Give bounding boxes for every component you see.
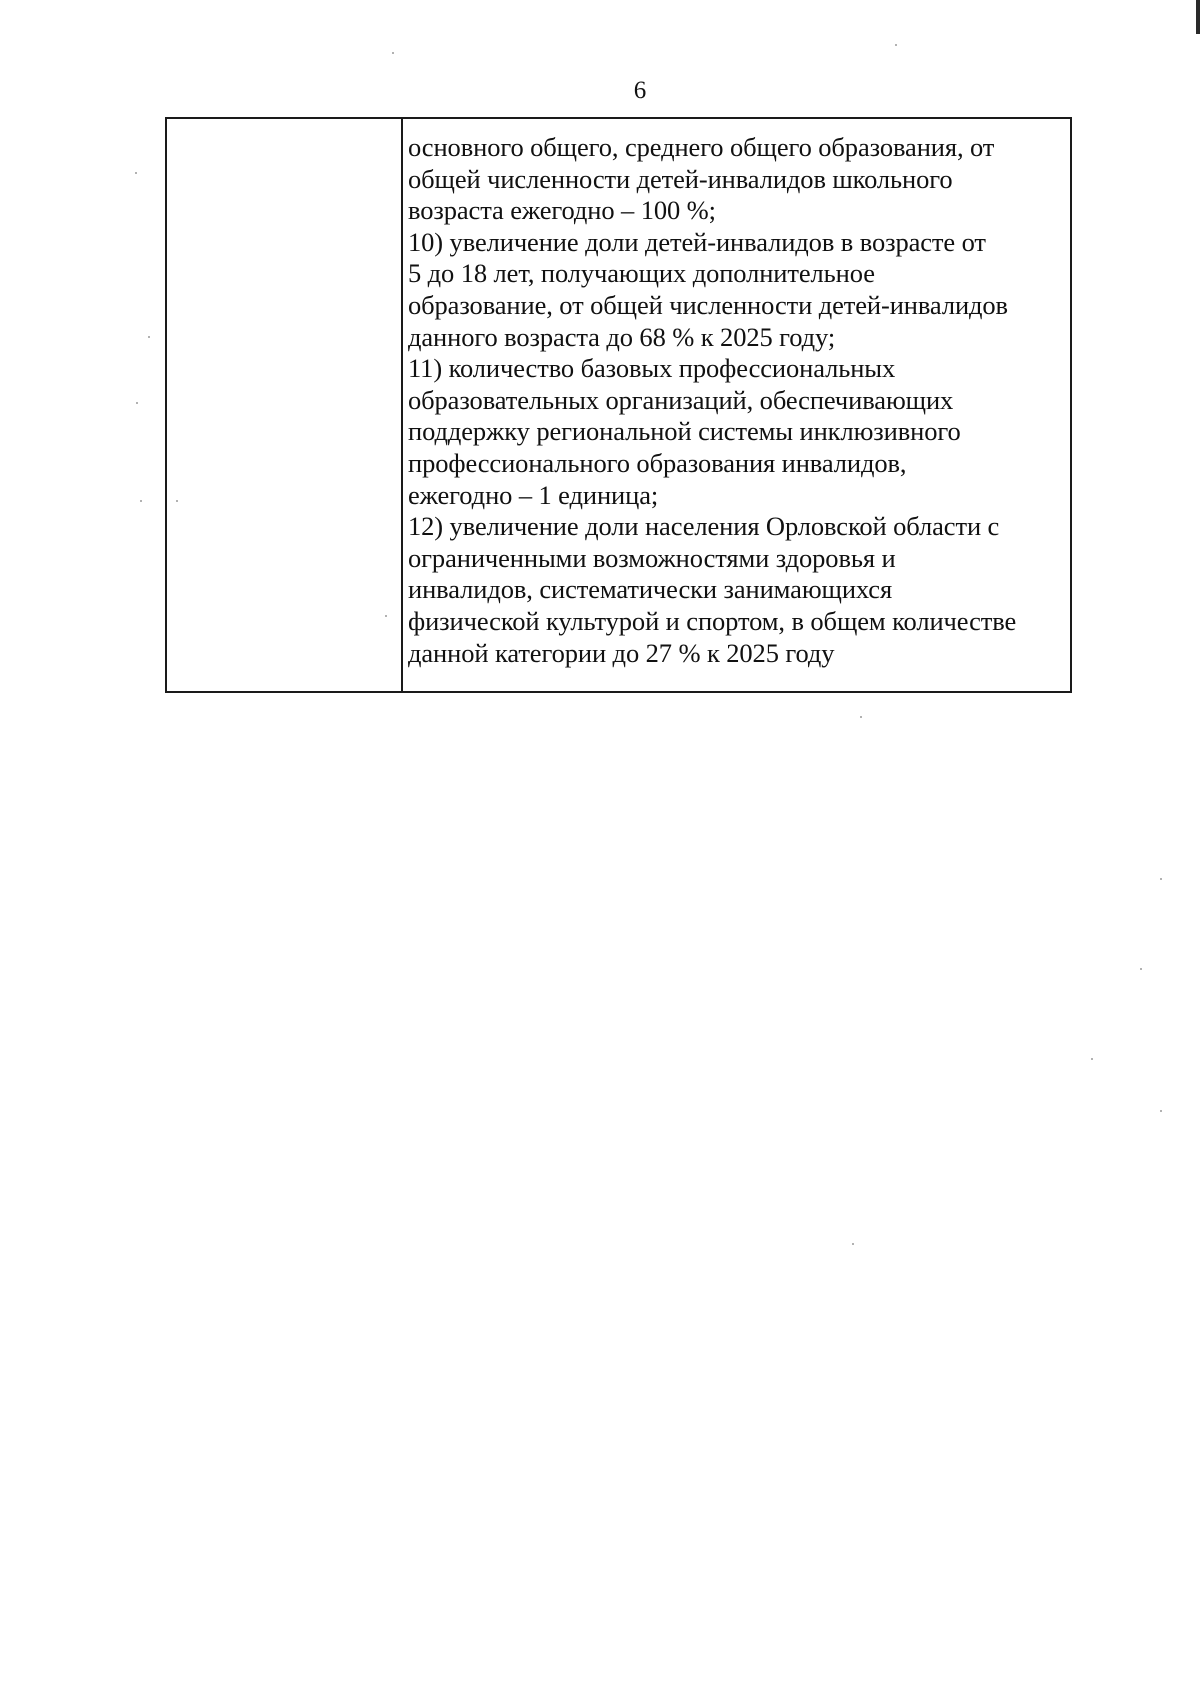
scan-speck xyxy=(148,336,150,338)
scan-speck xyxy=(392,52,394,54)
scan-speck xyxy=(1160,878,1162,880)
text-line: профессионального образования инвалидов, xyxy=(408,447,907,478)
scan-speck xyxy=(385,615,387,617)
text-line: 10) увеличение доли детей-инвалидов в возрасте от xyxy=(408,226,986,257)
text-line: возраста ежегодно – 100 %; xyxy=(408,195,716,226)
scan-speck xyxy=(860,716,862,718)
table-left-cell xyxy=(167,119,403,691)
document-table xyxy=(165,117,1072,693)
text-line: 11) количество базовых профессиональных xyxy=(408,353,896,384)
text-line: образование, от общей численности детей-инвалидов xyxy=(408,289,1008,320)
scan-edge-mark xyxy=(1196,0,1200,34)
scan-speck xyxy=(1140,968,1142,970)
text-line: основного общего, среднего общего образования, от xyxy=(408,132,995,162)
text-line: данной категории до 27 % к 2025 году xyxy=(408,637,835,668)
text-line: инвалидов, систематически занимающихся xyxy=(408,574,893,605)
text-line: поддержку региональной системы инклюзивного xyxy=(408,416,961,447)
table-right-cell xyxy=(403,119,1070,691)
scan-speck xyxy=(136,402,138,404)
text-line: 12) увеличение доли населения Орловской области с xyxy=(408,511,1000,542)
text-line: образовательных организаций, обеспечивающих xyxy=(408,384,954,415)
text-line: физической культурой и спортом, в общем количестве xyxy=(408,605,1017,636)
text-line: данного возраста до 68 % к 2025 году; xyxy=(408,321,836,352)
scan-speck xyxy=(852,1243,854,1245)
scan-speck xyxy=(135,172,137,174)
text-line: 5 до 18 лет, получающих дополнительное xyxy=(408,258,875,289)
scan-speck xyxy=(895,44,897,46)
text-line: общей численности детей-инвалидов школьного xyxy=(408,163,953,194)
page-number: 6 xyxy=(633,77,647,104)
scan-speck xyxy=(1091,1058,1093,1060)
scan-speck xyxy=(1160,1110,1162,1112)
text-line: ограниченными возможностями здоровья и xyxy=(408,542,896,573)
scan-speck xyxy=(140,500,142,502)
scan-speck xyxy=(176,500,178,502)
text-line: ежегодно – 1 единица; xyxy=(408,479,659,510)
